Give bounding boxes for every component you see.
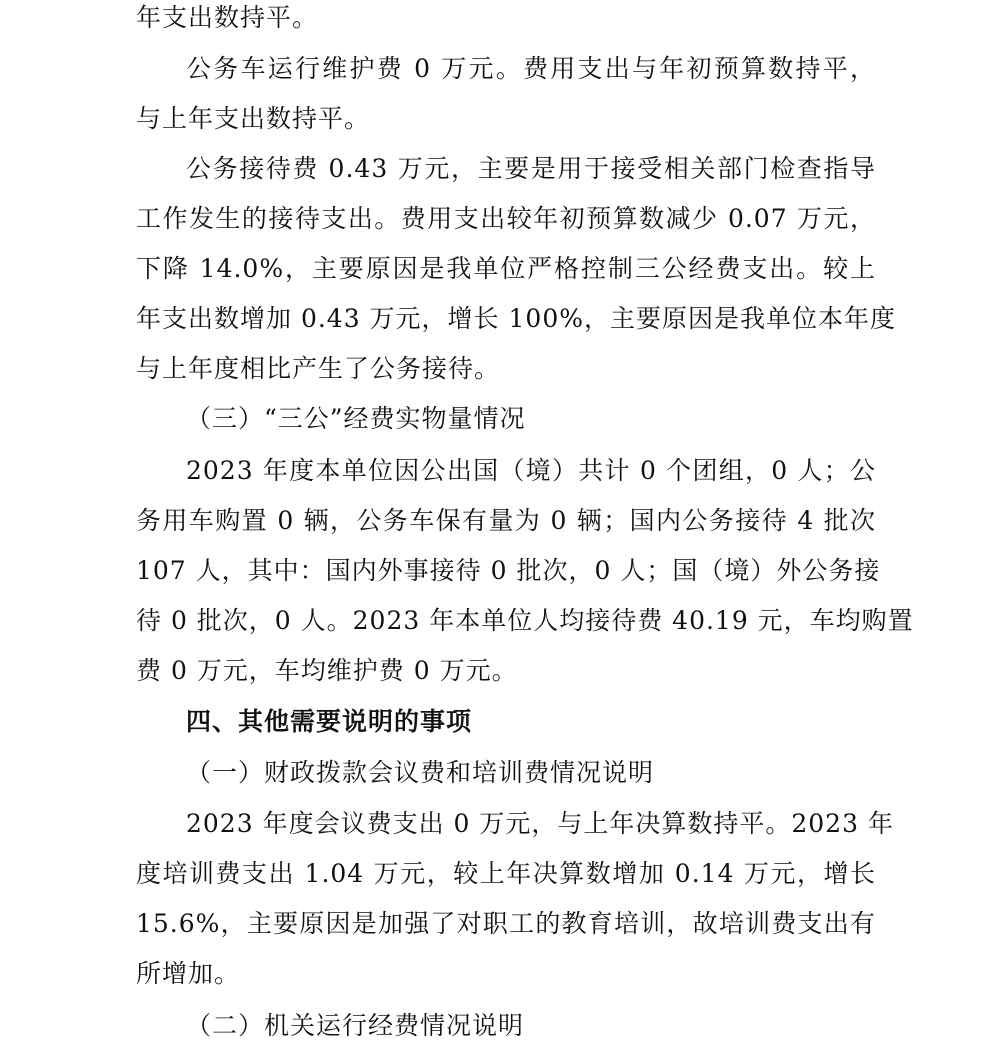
paragraph-line: 务用车购置 0 辆，公务车保有量为 0 辆；国内公务接待 4 批次 bbox=[136, 506, 876, 535]
paragraph-line: 与上年支出数持平。 bbox=[136, 104, 371, 133]
paragraph-line: 费 0 万元，车均维护费 0 万元。 bbox=[136, 656, 518, 685]
paragraph-line: 2023 年度本单位因公出国（境）共计 0 个团组，0 人；公 bbox=[186, 456, 876, 485]
paragraph-line: 15.6%，主要原因是加强了对职工的教育培训，故培训费支出有 bbox=[136, 909, 876, 938]
paragraph-line: 待 0 批次，0 人。2023 年本单位人均接待费 40.19 元，车均购置 bbox=[136, 606, 914, 635]
paragraph-line: 所增加。 bbox=[136, 959, 241, 988]
section-heading: （三）“三公”经费实物量情况 bbox=[186, 404, 526, 433]
paragraph-line: 107 人，其中：国内外事接待 0 批次，0 人；国（境）外公务接 bbox=[136, 556, 881, 585]
paragraph-line: 年支出数持平。 bbox=[136, 3, 319, 32]
section-heading: （二）机关运行经费情况说明 bbox=[186, 1011, 525, 1040]
paragraph-line: 年支出数增加 0.43 万元，增长 100%，主要原因是我单位本年度 bbox=[136, 304, 896, 333]
paragraph-line: 公务车运行维护费 0 万元。费用支出与年初预算数持平， bbox=[186, 54, 876, 83]
paragraph-line: 公务接待费 0.43 万元，主要是用于接受相关部门检查指导 bbox=[186, 154, 876, 183]
section-heading: 四、其他需要说明的事项 bbox=[186, 707, 473, 736]
paragraph-line: 2023 年度会议费支出 0 万元，与上年决算数持平。2023 年 bbox=[186, 809, 894, 838]
paragraph-line: 工作发生的接待支出。费用支出较年初预算数减少 0.07 万元， bbox=[136, 204, 876, 233]
paragraph-line: 度培训费支出 1.04 万元，较上年决算数增加 0.14 万元，增长 bbox=[136, 859, 876, 888]
paragraph-line: 下降 14.0%，主要原因是我单位严格控制三公经费支出。较上 bbox=[136, 254, 876, 283]
paragraph-line: 与上年度相比产生了公务接待。 bbox=[136, 354, 501, 383]
section-heading: （一）财政拨款会议费和培训费情况说明 bbox=[186, 758, 655, 787]
